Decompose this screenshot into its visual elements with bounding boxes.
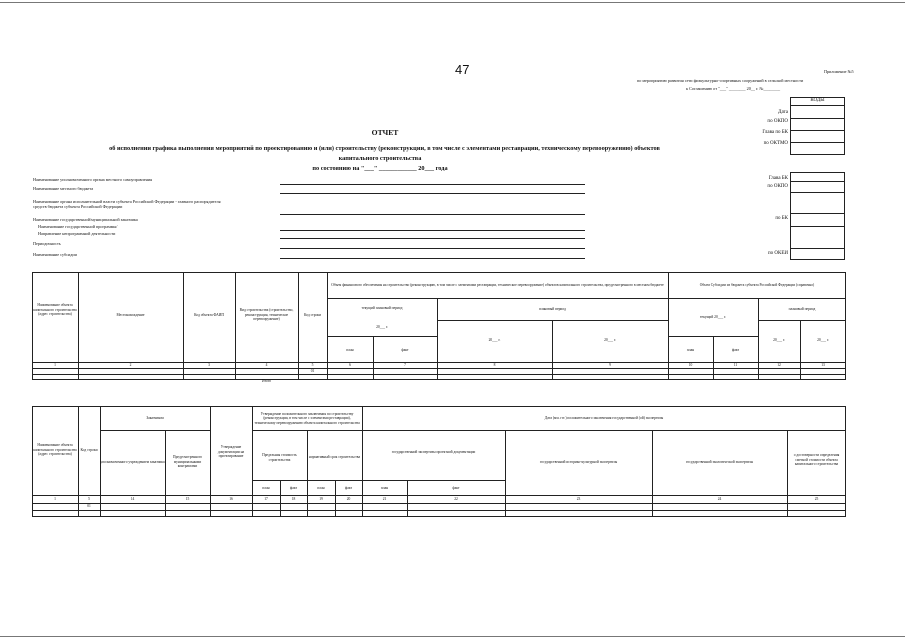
t2-header-plan: план bbox=[317, 485, 325, 490]
codes-header: КОДЫ bbox=[810, 97, 825, 103]
t1-header-subsidy: Объем Субсидии из бюджета субъекта Российской Федерации (справочно) bbox=[699, 282, 815, 287]
t2-line-code-01: 01 bbox=[87, 504, 91, 509]
grid-line bbox=[437, 320, 668, 321]
grid-line bbox=[32, 374, 846, 375]
field-line-program[interactable] bbox=[280, 238, 585, 239]
field-line-subsidy[interactable] bbox=[280, 258, 585, 259]
t1-header-prev-period: текущий плановый период bbox=[361, 305, 403, 310]
right-codes-box bbox=[790, 172, 845, 260]
t1-header-fact: факт bbox=[401, 347, 409, 352]
t2-header-fact: факт bbox=[344, 485, 353, 490]
t2-num: 16 bbox=[229, 496, 233, 501]
field-right-okei: по ОКЕИ bbox=[767, 251, 788, 256]
t2-num: 25 bbox=[814, 496, 819, 501]
t1-num: 4 bbox=[265, 362, 268, 367]
grid-line bbox=[362, 430, 846, 431]
field-line-periodicity[interactable] bbox=[280, 248, 585, 249]
t2-num: 17 bbox=[264, 496, 268, 501]
codes-divider bbox=[790, 142, 845, 143]
t1-header-year1: 20___ г. bbox=[488, 337, 501, 342]
t2-header-hist-expertise: государственной историко-культурной экспертизы bbox=[539, 460, 618, 465]
grid-line bbox=[100, 430, 210, 431]
t1-header-object: Наименование объекта капитального строительства (адрес строительства) bbox=[33, 303, 77, 317]
t1-num: 13 bbox=[821, 362, 825, 367]
field-label-budget: Наименование местного бюджета bbox=[33, 186, 94, 191]
t2-num: 15 bbox=[185, 496, 190, 501]
t1-num: 1 bbox=[54, 362, 56, 367]
appendix-line-2: к Соглашению от "___" ________ 20__ г. №________ bbox=[686, 86, 781, 91]
codes-divider bbox=[790, 213, 845, 214]
t2-header-term: нормативный срок строительства bbox=[308, 455, 361, 460]
codes-divider bbox=[790, 130, 845, 131]
t2-num: 22 bbox=[454, 496, 458, 501]
grid-line bbox=[800, 320, 801, 380]
report-title: ОТЧЕТ bbox=[371, 128, 399, 137]
t1-num: 5 bbox=[311, 362, 314, 367]
t2-header-eco-expertise: государственной экологической экспертизы bbox=[685, 460, 753, 465]
t2-header-builder: Предусмотренного муниципальными контрактами bbox=[172, 455, 202, 469]
field-label-subsidy: Наименование субсидии bbox=[33, 252, 77, 257]
t1-header-line-code: Код строки bbox=[303, 312, 322, 317]
code-label-bk: Глава по БК bbox=[762, 130, 788, 135]
t1-num: 7 bbox=[404, 362, 406, 367]
field-label-gov-body: Наименование органа исполнительной власти субъекта Российской Федерации - главного распорядителя средств бюджета субъекта Российской Федерации bbox=[33, 199, 221, 209]
codes-divider bbox=[790, 181, 845, 182]
t2-header-executor: Заказчиком bbox=[146, 415, 164, 420]
t1-header-plan: план bbox=[346, 347, 354, 352]
t1-header-kind: Вид строительства (строительство, реконструкция, техническое перевооружение) bbox=[239, 308, 294, 322]
t1-header-planned: плановый период bbox=[539, 306, 566, 311]
field-right-okpo: по ОКПО bbox=[767, 184, 788, 189]
field-line-customer[interactable] bbox=[280, 230, 585, 231]
t2-header-object: Наименование объекта капитального строительства (адрес строительства) bbox=[33, 443, 77, 457]
grid-line bbox=[252, 480, 505, 481]
t2-num: 23 bbox=[576, 496, 581, 501]
field-label-customer: Наименование государственной/муниципальной заказчика bbox=[33, 217, 138, 222]
field-line-budget[interactable] bbox=[280, 193, 585, 194]
field-label-program: Наименование государственной программы/ bbox=[38, 224, 118, 229]
appendix-label: Приложение №5 bbox=[824, 69, 854, 74]
field-right-bk: по БК bbox=[775, 216, 788, 221]
t2-header-fact: факт bbox=[289, 485, 298, 490]
t1-total-label: Итого bbox=[261, 379, 272, 384]
field-label-authority: Наименование уполномоченного органа местного самоуправления bbox=[33, 177, 152, 182]
t1-num: 10 bbox=[688, 362, 693, 367]
appendix-line-1: по мероприятию развития сети физкультурно-спортивных сооружений в сельской местности bbox=[637, 78, 804, 83]
t2-num: 18 bbox=[291, 496, 296, 501]
t2-num: 1 bbox=[54, 496, 56, 501]
scan-edge-top bbox=[0, 2, 905, 3]
report-subtitle-2: капитального строительства bbox=[338, 155, 422, 162]
field-line-authority[interactable] bbox=[280, 184, 585, 185]
code-label-date: Дата bbox=[778, 110, 788, 115]
t1-num: 3 bbox=[208, 362, 210, 367]
t2-header-cost-check: о достоверности определения сметной стоимости объекта капитального строительства bbox=[793, 453, 840, 467]
report-subtitle: об исполнении графика выполнения мероприятий по проектированию и (или) строительству (реконструкции, в том числе с элементами реставрации, техническому перевооружению) объектов bbox=[109, 145, 660, 152]
t1-header-year5: 20___ г. bbox=[817, 337, 829, 342]
codes-divider bbox=[790, 248, 845, 249]
t2-num: 24 bbox=[717, 496, 722, 501]
grid-line bbox=[327, 298, 846, 299]
grid-line bbox=[32, 368, 846, 369]
t2-num: 20 bbox=[346, 496, 351, 501]
t1-header-location: Местонахождение bbox=[116, 312, 145, 317]
grid-line bbox=[32, 510, 846, 511]
t1-header-year0: 20___ г. bbox=[376, 324, 388, 329]
t2-num: 14 bbox=[130, 496, 135, 501]
codes-divider bbox=[790, 192, 845, 193]
t1-num: 8 bbox=[493, 362, 496, 367]
t1-header-year2: 20___ г. bbox=[604, 337, 616, 342]
code-label-oktmo: по ОКТМО bbox=[763, 141, 788, 146]
page-number: 47 bbox=[455, 62, 470, 77]
code-label-okpo: по ОКПО bbox=[767, 119, 788, 124]
t2-header-fact: факт bbox=[452, 485, 460, 490]
grid-line bbox=[758, 320, 846, 321]
field-label-direction: Направление непрограммной деятельности bbox=[38, 231, 116, 236]
t2-header-permit: Утверждение положительного заключения по строительству (реконструкции, в том числе с элементами реставрации), техническому перевооружению объекта капитального строительства bbox=[254, 411, 360, 425]
t2-num: 19 bbox=[319, 496, 323, 501]
t1-header-plan2: план bbox=[686, 347, 695, 352]
t1-header-fact2: факт bbox=[731, 347, 740, 352]
t1-header-year4: 20___ г. bbox=[773, 337, 785, 342]
codes-divider bbox=[790, 226, 845, 227]
t1-num: 9 bbox=[609, 362, 611, 367]
t2-header-line-code: Код строки bbox=[80, 447, 98, 452]
t2-header-customer: уполномоченного учреждением заказчика bbox=[100, 460, 165, 465]
t2-num: 21 bbox=[382, 496, 387, 501]
t1-num: 11 bbox=[733, 362, 738, 367]
field-line-gov-body[interactable] bbox=[280, 214, 585, 215]
t2-header-approval: Утверждение документации на проектирование bbox=[217, 445, 245, 459]
grid-line bbox=[252, 430, 362, 431]
grid-line bbox=[668, 336, 758, 337]
t1-num: 2 bbox=[129, 362, 132, 367]
grid-line bbox=[552, 320, 553, 380]
t1-num: 6 bbox=[349, 362, 351, 367]
report-as-of: по состоянию на "___" ____________ 20___ года bbox=[312, 165, 448, 172]
codes-divider bbox=[790, 118, 845, 119]
t1-header-code: Код объекта ФАИП bbox=[194, 312, 224, 317]
t2-header-date: Дата (мм. ггг.) положительного заключения государственной (ой) экспертизы bbox=[544, 415, 664, 420]
t2-header-plan: план bbox=[380, 485, 389, 490]
t2-header-plan: план bbox=[262, 485, 270, 490]
field-label-periodicity: Периодичность bbox=[33, 241, 61, 246]
t2-header-expertise: Предельная стоимость строительства bbox=[262, 453, 297, 462]
grid-line bbox=[327, 336, 437, 337]
t1-line-code-01: 01 bbox=[310, 368, 315, 373]
scan-edge-bottom bbox=[0, 636, 905, 637]
field-right-glava: Глава БК bbox=[768, 176, 788, 181]
codes-divider bbox=[790, 105, 845, 106]
t1-num: 12 bbox=[777, 362, 781, 367]
t1-header-planned2: плановый период bbox=[788, 306, 816, 311]
t1-header-current: текущий 20___ г. bbox=[699, 314, 727, 319]
t2-header-gov-expertise: государственной экспертизы проектной документации bbox=[391, 450, 476, 455]
grid-line bbox=[32, 503, 846, 504]
t1-header-financing: Объем финансового обеспечения на строительство (реконструкцию, в том числе с элементами реставрации, техническое перевооружение) объектов капитального строительства, предусмотренного в местном бюджете bbox=[331, 282, 664, 287]
t2-num: 5 bbox=[88, 496, 90, 501]
